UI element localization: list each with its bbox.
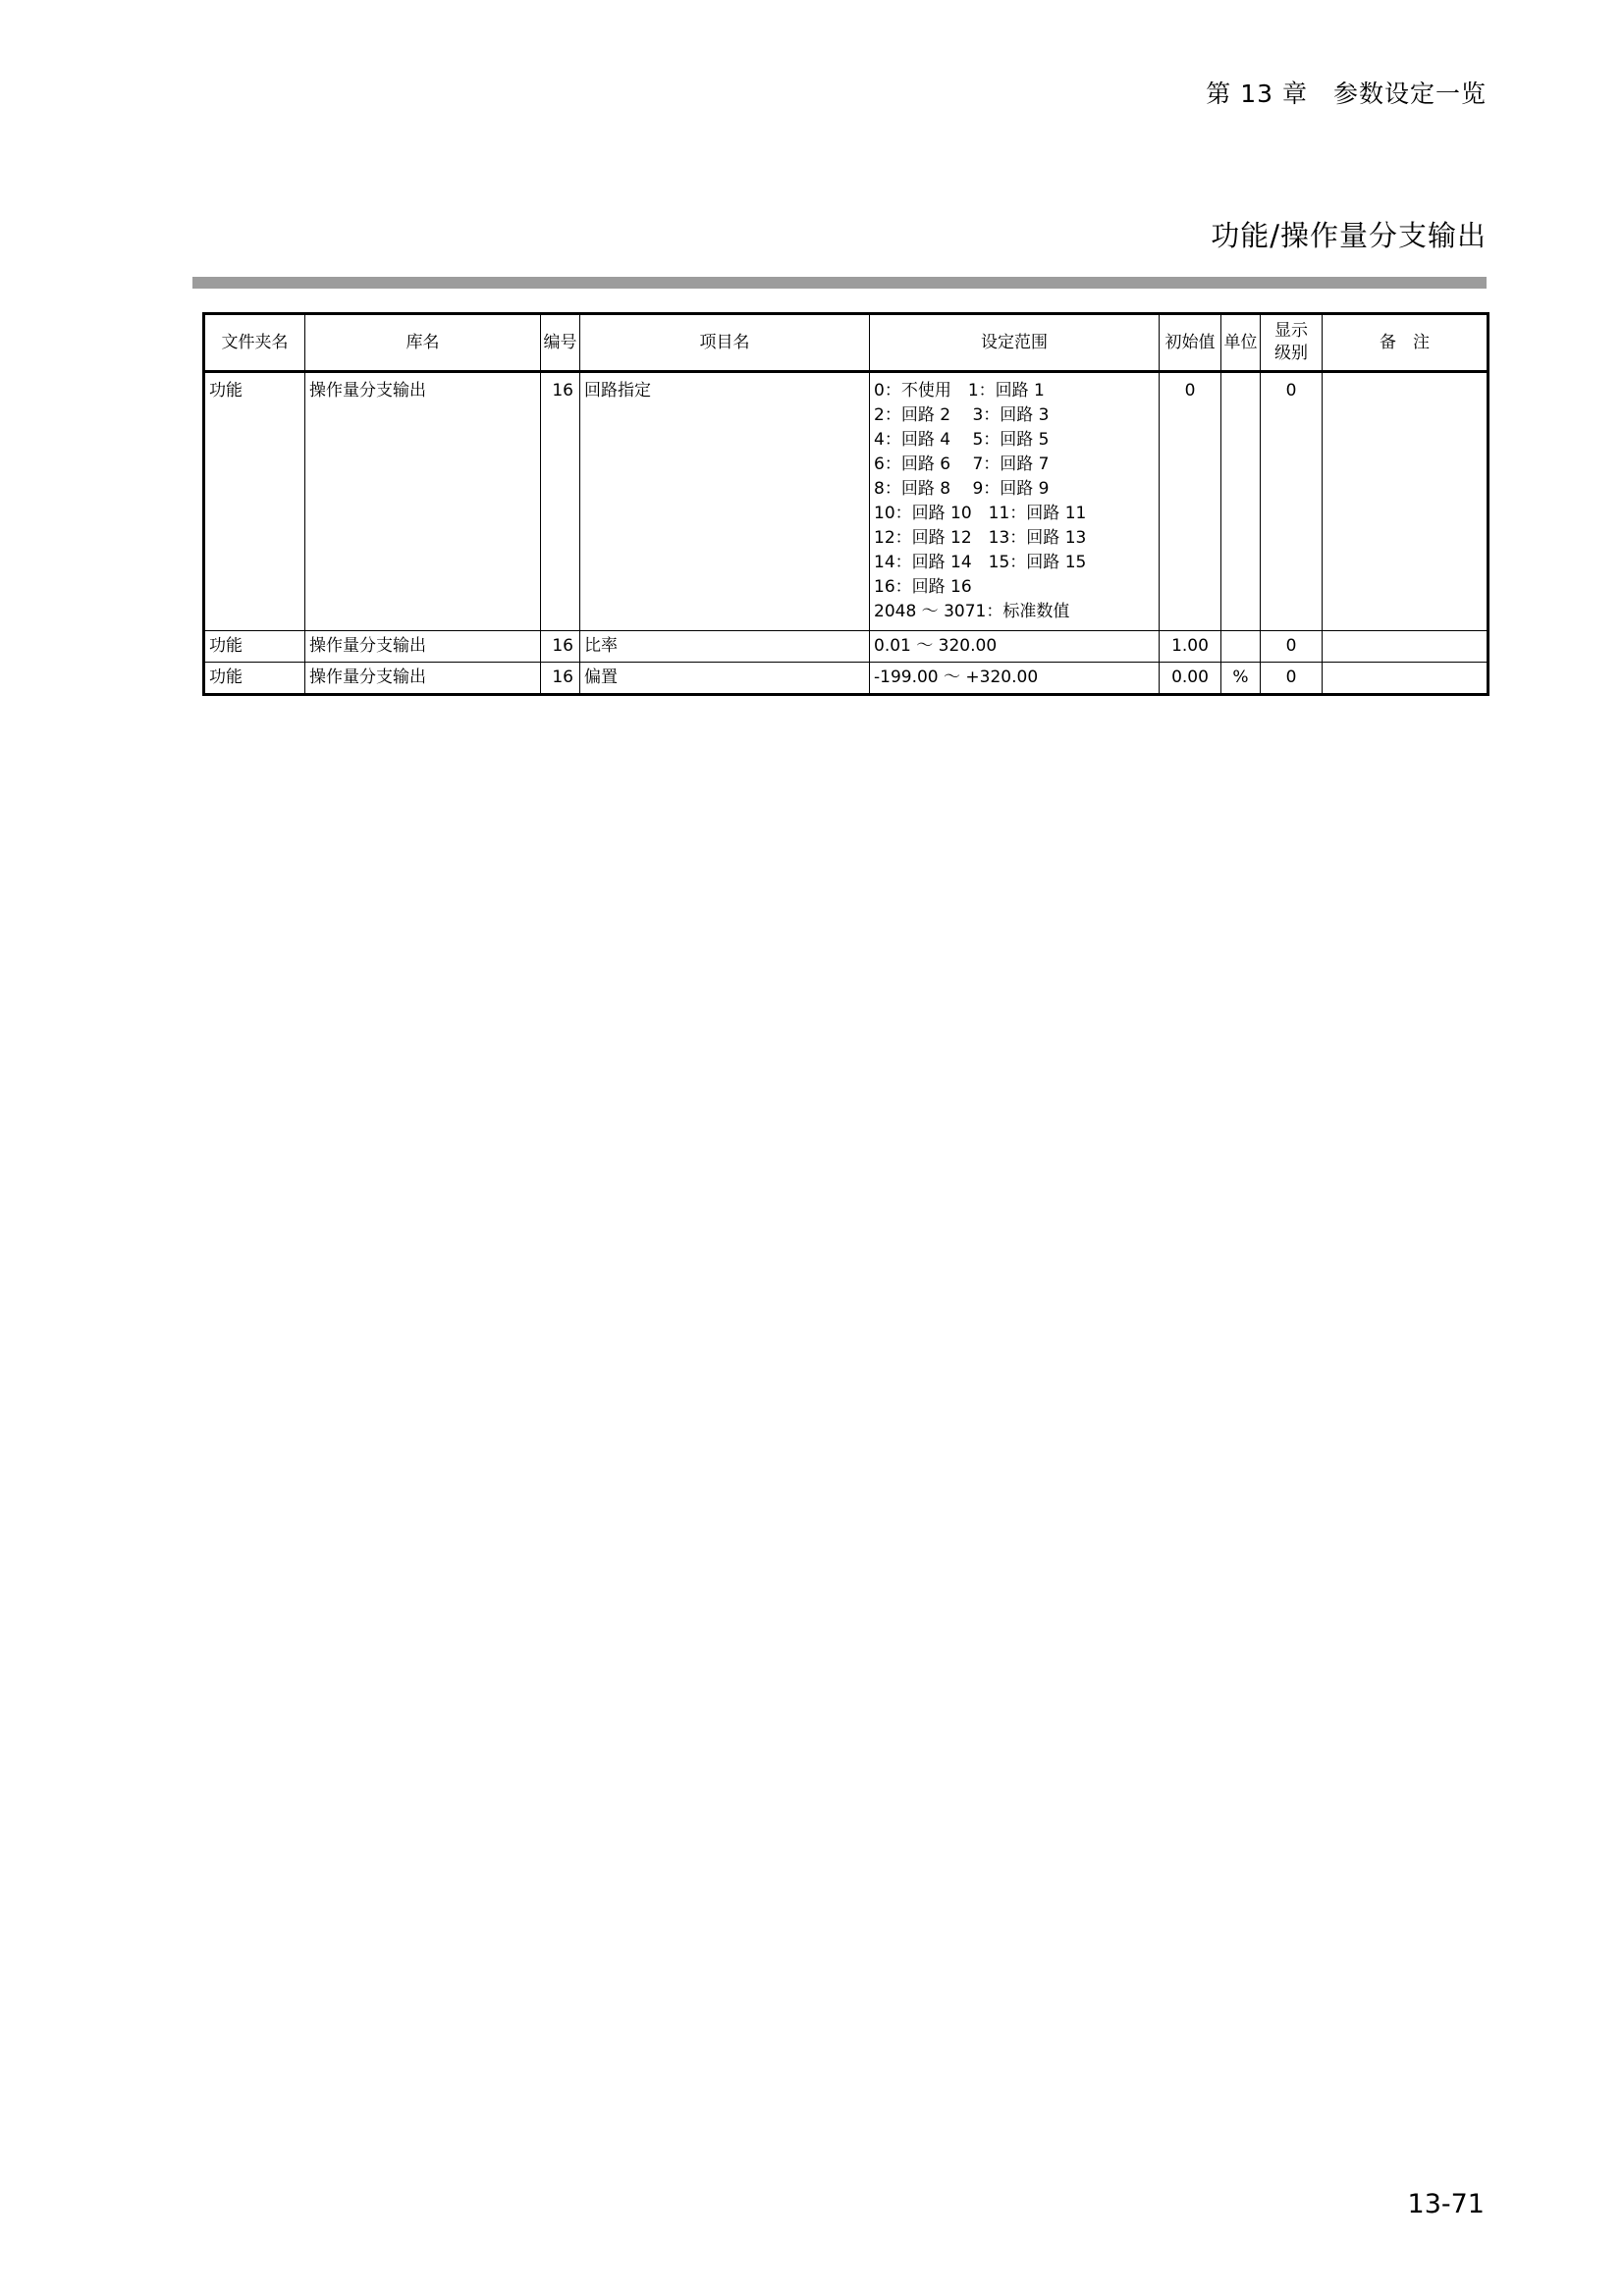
col-header-display-level [1261,314,1323,372]
cell-initial: 1.00 [1160,631,1221,663]
cell-item: 偏置 [580,663,870,695]
cell-remarks [1323,663,1489,695]
col-header-library: 库名 [305,314,541,372]
cell-item: 比率 [580,631,870,663]
range-line: 16：回路 16 [874,577,972,597]
col-header-item: 项目名 [580,314,870,372]
cell-unit [1221,372,1261,631]
range-line: 2048 ～ 3071：标准数值 [874,602,1070,621]
table-row [204,372,1489,631]
cell-initial: 0.00 [1160,663,1221,695]
cell-number: 16 [541,631,580,663]
col-header-remarks: 备 注 [1323,314,1489,372]
range-line: 8：回路 8 9：回路 9 [874,479,1050,499]
section-title: 功能/操作量分支输出 [1211,219,1487,252]
cell-library: 操作量分支输出 [305,631,541,663]
col-header-unit: 单位 [1221,314,1261,372]
section-divider [192,277,1487,289]
table-row [204,663,1489,695]
table-header-row [204,314,1489,372]
cell-number: 16 [541,372,580,631]
range-line: 0：不使用 1：回路 1 [874,381,1045,400]
chapter-header: 第 13 章 参数设定一览 [1206,80,1487,108]
col-header-initial: 初始值 [1160,314,1221,372]
cell-display-level: 0 [1261,372,1323,631]
cell-folder: 功能 [204,372,305,631]
col-header-folder: 文件夹名 [204,314,305,372]
parameter-table [202,312,1489,696]
col-header-number: 编号 [541,314,580,372]
range-line: 12：回路 12 13：回路 13 [874,528,1087,548]
cell-range [870,631,1160,663]
cell-library: 操作量分支输出 [305,372,541,631]
cell-folder: 功能 [204,663,305,695]
range-line: 6：回路 6 7：回路 7 [874,454,1050,474]
cell-range [870,663,1160,695]
cell-number: 16 [541,663,580,695]
display-level-line2: 级别 [1274,344,1308,363]
col-header-range: 设定范围 [870,314,1160,372]
range-line: 10：回路 10 11：回路 11 [874,504,1087,523]
cell-library: 操作量分支输出 [305,663,541,695]
cell-remarks [1323,372,1489,631]
cell-unit [1221,631,1261,663]
cell-unit: % [1221,663,1261,695]
cell-range [870,372,1160,631]
cell-folder: 功能 [204,631,305,663]
cell-item: 回路指定 [580,372,870,631]
range-line: 2：回路 2 3：回路 3 [874,405,1050,425]
display-level-line1: 显示 [1274,321,1308,341]
cell-display-level: 0 [1261,663,1323,695]
range-line: 0.01 ～ 320.00 [874,636,998,656]
page-number: 13-71 [1407,2189,1485,2219]
range-line: -199.00 ～ +320.00 [874,667,1039,687]
cell-initial: 0 [1160,372,1221,631]
cell-display-level: 0 [1261,631,1323,663]
range-line: 14：回路 14 15：回路 15 [874,553,1087,572]
cell-remarks [1323,631,1489,663]
table-row [204,631,1489,663]
range-line: 4：回路 4 5：回路 5 [874,430,1050,450]
